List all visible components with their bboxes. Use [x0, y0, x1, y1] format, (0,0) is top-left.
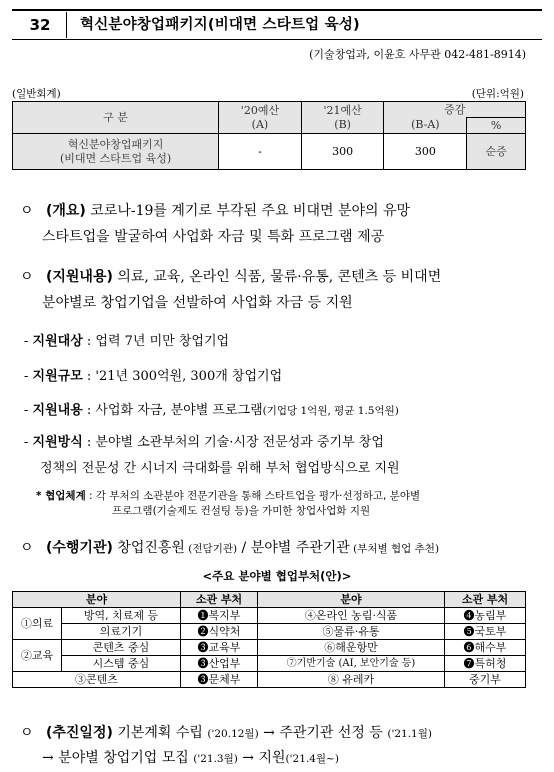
budget-table	[12, 101, 526, 170]
budget-head-diff: 증감	[384, 102, 526, 118]
table-cell: ❺국토부	[445, 624, 526, 640]
header-divider	[66, 12, 67, 38]
bullet-marker: ㅇ	[20, 269, 34, 285]
budget-unit-left: (일반회계)	[12, 88, 61, 100]
agency-head-field: 분야	[13, 592, 181, 608]
table-cell: ❸문체부	[181, 672, 258, 688]
agency-head-field2: 분야	[258, 592, 445, 608]
group-medical: ①의료	[13, 608, 62, 640]
table-cell: ⑥해운항만	[258, 640, 445, 656]
budget-row-diff: 300	[384, 134, 467, 170]
table-cell: 방역, 치료제 등	[62, 608, 181, 624]
table-cell: ③콘텐츠	[13, 672, 181, 688]
table-cell: 시스템 중심	[62, 656, 181, 672]
detail-method-line2: 정책의 전문성 간 시너지 극대화를 위해 부처 협업방식으로 지원	[40, 461, 400, 476]
overview-label: (개요)	[45, 203, 86, 219]
budget-head-pct: %	[467, 118, 526, 134]
section-number: 32	[29, 16, 51, 34]
header-bottom-rule	[12, 39, 542, 40]
contact-info: (기술창업과, 이윤호 사무관 042-481-8914)	[309, 48, 526, 61]
table-cell: 의료기기	[62, 624, 181, 640]
budget-head-y20: '20예산 (A)	[219, 102, 302, 134]
detail-content: - 지원내용 : 사업화 자금, 분야별 프로그램(기업당 1억원, 평균 1.5억원)	[24, 403, 399, 418]
table-cell: ⑦기반기술 (AI, 보안기술 등)	[258, 656, 445, 672]
overview-line1: 코로나-19를 계기로 부각된 주요 비대면 분야의 유망	[85, 203, 411, 219]
table-cell: ❸산업부	[181, 656, 258, 672]
header-top-rule	[12, 9, 542, 11]
budget-row-y20: -	[219, 134, 302, 170]
schedule-bullet: ㅇ (추진일정) 기본계획 수립 ('20.12월) → 주관기관 선정 등 ('21.1월)	[20, 725, 432, 741]
table-cell: ❻해수부	[445, 640, 526, 656]
cooperation-note: * 협업체계 : 각 부처의 소관분야 전문기관을 통해 스타트업을 평가·선정하고, 분야별	[36, 490, 421, 502]
budget-row-pct: 순증	[467, 134, 526, 170]
budget-row-y21: 300	[301, 134, 384, 170]
support-label: (지원내용)	[45, 269, 113, 285]
budget-head-diff-sub: (B-A)	[384, 118, 467, 134]
detail-method: - 지원방식 : 분야별 소관부처의 기술·시장 전문성과 중기부 창업	[24, 435, 384, 450]
support-line2: 분야별로 창업기업을 선발하여 사업화 자금 등 지원	[42, 295, 353, 311]
table-cell: ❹농림부	[445, 608, 526, 624]
cooperation-note-line2: 프로그램(기술제도 컨설팅 등)을 가미한 창업사업화 지원	[112, 505, 371, 517]
table-cell: ❶복지부	[181, 608, 258, 624]
table-cell: 콘텐츠 중심	[62, 640, 181, 656]
detail-target: - 지원대상 : 업력 7년 미만 창업기업	[24, 334, 230, 349]
schedule-line2: → 분야별 창업기업 모집 ('21.3월) → 지원('21.4월~)	[42, 750, 339, 766]
budget-head-y21: '21예산 (B)	[301, 102, 384, 134]
table-cell: ⑤물류·유통	[258, 624, 445, 640]
table-cell: ❷식약처	[181, 624, 258, 640]
detail-scale: - 지원규모 : '21년 300억원, 300개 창업기업	[24, 369, 283, 384]
agency-table-caption: <주요 분야별 협업부처(안)>	[202, 569, 352, 583]
table-cell: ④온라인 농림·식품	[258, 608, 445, 624]
executor-bullet: ㅇ (수행기관) 창업진흥원 (전담기관) / 분야별 주관기관 (부처별 협업 추천)	[20, 540, 440, 556]
budget-row-name: 혁신분야창업패키지 (비대면 스타트업 육성)	[13, 134, 219, 170]
agency-table	[12, 591, 526, 688]
agency-head-ministry: 소관 부처	[181, 592, 258, 608]
table-cell: 중기부	[445, 672, 526, 688]
table-cell: ❼특허청	[445, 656, 526, 672]
group-education: ②교육	[13, 640, 62, 672]
budget-unit-right: (단위:억원)	[471, 88, 524, 100]
page-title: 혁신분야창업패키지(비대면 스타트업 육성)	[80, 17, 360, 33]
agency-head-ministry2: 소관 부처	[445, 592, 526, 608]
table-cell: ❸교육부	[181, 640, 258, 656]
budget-head-category: 구 분	[13, 102, 219, 134]
bullet-marker: ㅇ	[20, 203, 34, 219]
overview-line2: 스타트업을 발굴하여 사업화 자금 및 특화 프로그램 제공	[42, 229, 385, 245]
overview-bullet	[20, 198, 410, 224]
support-bullet	[20, 264, 441, 290]
table-cell: ⑧ 유레카	[258, 672, 445, 688]
support-line1: 의료, 교육, 온라인 식품, 물류·유통, 콘텐츠 등 비대면	[112, 269, 442, 285]
